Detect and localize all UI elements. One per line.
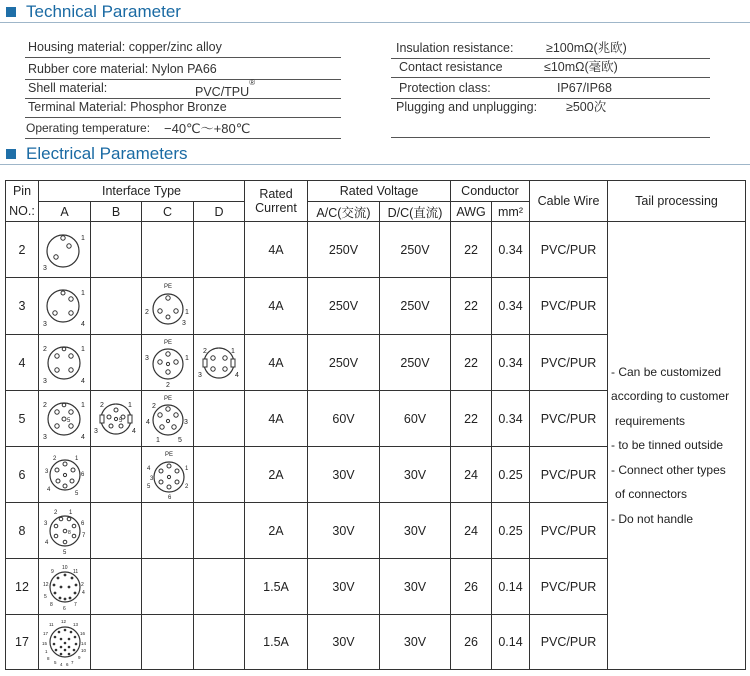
pin-count: 6 bbox=[6, 447, 39, 503]
voltage-dc: 30V bbox=[380, 447, 451, 503]
header-type-d: D bbox=[194, 202, 245, 222]
awg: 24 bbox=[451, 447, 492, 503]
pin-label: 4 bbox=[235, 371, 239, 379]
connector-c-empty bbox=[142, 559, 194, 615]
pin-label: 6 bbox=[65, 662, 69, 667]
electrical-parameters-title: Electrical Parameters bbox=[26, 144, 188, 163]
tech-row bbox=[25, 60, 341, 80]
connector-6pin-pe-c-icon bbox=[144, 450, 192, 500]
tech-row bbox=[25, 38, 341, 58]
mm2: 0.14 bbox=[492, 559, 530, 615]
connector-d-empty bbox=[194, 278, 245, 335]
pin-count: 2 bbox=[6, 222, 39, 278]
pin-label: 11 bbox=[72, 568, 78, 575]
pin-label: 5 bbox=[74, 490, 78, 497]
pin-label: 15 bbox=[41, 641, 47, 646]
connector-c-empty bbox=[142, 503, 194, 559]
header-type-a: A bbox=[39, 202, 91, 222]
tech-value: ≥100mΩ(兆欧) bbox=[546, 41, 627, 55]
tech-row bbox=[391, 98, 710, 117]
rated-current: 2A bbox=[245, 447, 308, 503]
electrical-parameters-heading bbox=[6, 144, 188, 164]
header-rated-voltage: Rated Voltage bbox=[308, 181, 451, 202]
header-conductor: Conductor bbox=[451, 181, 530, 202]
tech-label: Shell material: bbox=[28, 81, 108, 95]
connector-b-empty bbox=[91, 615, 142, 670]
pin-label: 3 bbox=[181, 320, 186, 327]
pin-label: 8 bbox=[67, 529, 71, 536]
awg: 22 bbox=[451, 222, 492, 278]
header-pin-no: NO.: bbox=[6, 202, 39, 222]
cable-wire: PVC/PUR bbox=[530, 278, 608, 335]
header-tail-processing: Tail processing bbox=[608, 181, 746, 222]
connector-d-empty bbox=[194, 447, 245, 503]
pin-label: 2 bbox=[100, 401, 104, 409]
pin-label: 1 bbox=[155, 436, 160, 444]
pin-label: 3 bbox=[42, 321, 47, 328]
awg: 24 bbox=[451, 503, 492, 559]
header-type-c: C bbox=[142, 202, 194, 222]
pin-label: 8 bbox=[46, 656, 50, 661]
connector-d-empty bbox=[194, 222, 245, 278]
pin-label: 7 bbox=[73, 601, 77, 608]
connector-b-empty bbox=[91, 335, 142, 391]
pin-label: 2 bbox=[42, 401, 47, 409]
awg: 26 bbox=[451, 559, 492, 615]
pin-label: 1 bbox=[80, 290, 85, 297]
awg: 26 bbox=[451, 615, 492, 670]
cable-wire: PVC/PUR bbox=[530, 335, 608, 391]
rated-current: 2A bbox=[245, 503, 308, 559]
pin-label: 3 bbox=[144, 354, 149, 362]
tech-row bbox=[25, 79, 341, 99]
pin-label: 7 bbox=[70, 660, 74, 665]
pin-label: 5 bbox=[66, 417, 70, 424]
pin-label: 1 bbox=[184, 309, 189, 316]
connector-12pin-a-icon bbox=[41, 562, 89, 612]
connector-d-empty bbox=[194, 615, 245, 670]
pin-label: 1 bbox=[44, 649, 48, 654]
voltage-ac: 30V bbox=[308, 615, 380, 670]
pin-label: 4 bbox=[80, 377, 85, 385]
tech-label: Rubber core material: Nylon PA66 bbox=[28, 62, 217, 76]
header-type-b: B bbox=[91, 202, 142, 222]
header-dc: D/C(直流) bbox=[380, 202, 451, 222]
pin-count: 17 bbox=[6, 615, 39, 670]
connector-5pin-pe-c-icon bbox=[144, 394, 192, 444]
rated-current: 1.5A bbox=[245, 615, 308, 670]
voltage-ac: 250V bbox=[308, 222, 380, 278]
connector-6pin-a-icon bbox=[41, 451, 89, 499]
pin-label: 6 bbox=[80, 471, 84, 478]
cable-wire: PVC/PUR bbox=[530, 559, 608, 615]
pin-label: 1 bbox=[128, 401, 132, 409]
pin-label: 3 bbox=[94, 427, 98, 435]
rated-current: 1.5A bbox=[245, 559, 308, 615]
mm2: 0.34 bbox=[492, 335, 530, 391]
voltage-ac: 30V bbox=[308, 503, 380, 559]
connector-d-empty bbox=[194, 391, 245, 447]
cable-wire: PVC/PUR bbox=[530, 222, 608, 278]
section-bullet-icon bbox=[6, 149, 16, 159]
header-mm2: mm² bbox=[492, 202, 530, 222]
pin-label: 9 bbox=[50, 568, 54, 575]
tech-label: Housing material: copper/zinc alloy bbox=[28, 40, 222, 54]
header-pin: Pin bbox=[6, 181, 39, 202]
mm2: 0.25 bbox=[492, 447, 530, 503]
voltage-dc: 250V bbox=[380, 278, 451, 335]
pin-label: 16 bbox=[79, 631, 85, 636]
pin-label: 1 bbox=[80, 234, 85, 242]
pin-label: 3 bbox=[43, 520, 47, 527]
pin-label: 4 bbox=[132, 427, 136, 435]
pin-label: 2 bbox=[165, 381, 170, 388]
pin-label: 1 bbox=[184, 465, 188, 472]
tail-processing-notes bbox=[608, 222, 746, 670]
pin-label: 3 bbox=[149, 475, 153, 482]
header-ac: A/C(交流) bbox=[308, 202, 380, 222]
pin-label: 2 bbox=[144, 309, 149, 316]
connector-5pin-a-icon bbox=[41, 395, 89, 443]
section-bullet-icon bbox=[6, 7, 16, 17]
tech-row bbox=[391, 39, 710, 59]
pin-label: 3 bbox=[198, 371, 202, 379]
connector-d-empty bbox=[194, 503, 245, 559]
awg: 22 bbox=[451, 391, 492, 447]
pin-label: 7 bbox=[81, 532, 85, 539]
voltage-ac: 30V bbox=[308, 447, 380, 503]
tech-label: Plugging and unplugging: bbox=[396, 100, 538, 114]
rated-current: 4A bbox=[245, 391, 308, 447]
pin-label: 5 bbox=[43, 593, 47, 600]
mm2: 0.25 bbox=[492, 503, 530, 559]
connector-4pin-pe-c-icon bbox=[144, 338, 192, 388]
voltage-dc: 30V bbox=[380, 615, 451, 670]
pin-count: 4 bbox=[6, 335, 39, 391]
tail-line: - Do not handle bbox=[611, 511, 694, 526]
awg: 22 bbox=[451, 278, 492, 335]
table-header-row bbox=[6, 181, 746, 202]
mm2: 0.14 bbox=[492, 615, 530, 670]
pin-label: 6 bbox=[62, 605, 66, 612]
connector-17pin-a-icon bbox=[41, 617, 89, 667]
pin-label: 1 bbox=[74, 455, 78, 462]
pin-label: 4 bbox=[81, 589, 85, 596]
connector-c bbox=[142, 391, 194, 447]
pin-label: 6 bbox=[167, 494, 171, 500]
pin-label: 12 bbox=[42, 581, 49, 588]
pin-label: 3 bbox=[44, 468, 48, 475]
pin-label: 5 bbox=[119, 417, 123, 424]
connector-a bbox=[39, 615, 91, 670]
pin-label: 8 bbox=[49, 601, 53, 608]
voltage-dc: 60V bbox=[380, 391, 451, 447]
tech-label: Contact resistance bbox=[399, 60, 503, 74]
pin-label: 1 bbox=[68, 509, 72, 516]
tech-label: Terminal Material: Phosphor Bronze bbox=[28, 100, 227, 114]
pin-label: 1 bbox=[184, 354, 189, 362]
pin-label: 5 bbox=[146, 483, 150, 490]
connector-c bbox=[142, 278, 194, 335]
pin-label: 10 bbox=[80, 648, 86, 653]
connector-b-empty bbox=[91, 559, 142, 615]
tech-rule bbox=[391, 137, 710, 138]
header-cable-wire: Cable Wire bbox=[530, 181, 608, 222]
table-row bbox=[6, 222, 746, 278]
connector-c-empty bbox=[142, 615, 194, 670]
pin-label: 2 bbox=[184, 483, 188, 490]
tail-line: - Can be customized bbox=[611, 364, 722, 379]
tail-line: of connectors bbox=[615, 487, 688, 502]
connector-c-empty bbox=[142, 222, 194, 278]
tech-row bbox=[391, 58, 710, 78]
pin-label: 12 bbox=[60, 619, 66, 624]
pin-label: 5 bbox=[62, 549, 66, 556]
tech-label: Insulation resistance: bbox=[396, 41, 514, 55]
pin-label: 2 bbox=[80, 581, 84, 588]
pe-label: PE bbox=[164, 451, 173, 458]
connector-4pin-d-icon bbox=[195, 339, 243, 387]
pe-label: PE bbox=[163, 284, 172, 290]
title-rule bbox=[0, 22, 750, 23]
pin-label: 4 bbox=[80, 321, 85, 328]
connector-b-empty bbox=[91, 278, 142, 335]
tech-label: Protection class: bbox=[399, 81, 491, 95]
pin-label: 9 bbox=[77, 655, 81, 660]
header-awg: AWG bbox=[451, 202, 492, 222]
header-interface-type: Interface Type bbox=[39, 181, 245, 202]
connector-b bbox=[91, 391, 142, 447]
connector-a bbox=[39, 503, 91, 559]
connector-a bbox=[39, 447, 91, 503]
pin-label: 14 bbox=[80, 641, 86, 646]
pin-label: 13 bbox=[72, 622, 78, 627]
tech-value: ≥500次 bbox=[566, 100, 607, 114]
cable-wire: PVC/PUR bbox=[530, 503, 608, 559]
rated-current: 4A bbox=[245, 222, 308, 278]
connector-c bbox=[142, 335, 194, 391]
pin-label: 11 bbox=[48, 622, 54, 627]
connector-b-empty bbox=[91, 447, 142, 503]
pin-label: 2 bbox=[53, 509, 57, 516]
connector-d bbox=[194, 335, 245, 391]
pin-label: 4 bbox=[59, 662, 63, 667]
pin-label: 1 bbox=[80, 345, 85, 353]
pin-label: 10 bbox=[61, 564, 68, 571]
connector-d-empty bbox=[194, 559, 245, 615]
tech-value: PVC/TPU® bbox=[195, 78, 256, 100]
cable-wire: PVC/PUR bbox=[530, 615, 608, 670]
pin-label: 3 bbox=[42, 264, 47, 272]
pin-label: 4 bbox=[145, 418, 150, 426]
tail-line: - to be tinned outside bbox=[611, 438, 724, 453]
tech-label: Operating temperature: bbox=[26, 121, 151, 135]
electrical-parameters-table bbox=[5, 180, 746, 670]
cable-wire: PVC/PUR bbox=[530, 447, 608, 503]
tech-row bbox=[25, 119, 341, 139]
connector-a bbox=[39, 278, 91, 335]
pin-count: 5 bbox=[6, 391, 39, 447]
voltage-dc: 30V bbox=[380, 559, 451, 615]
mm2: 0.34 bbox=[492, 391, 530, 447]
technical-parameter-heading bbox=[6, 2, 181, 22]
title-rule bbox=[0, 164, 750, 165]
pin-label: 3 bbox=[42, 377, 47, 385]
voltage-dc: 30V bbox=[380, 503, 451, 559]
pin-label: 2 bbox=[203, 347, 207, 355]
tech-value: ≤10mΩ(毫欧) bbox=[544, 60, 618, 74]
pin-label: 4 bbox=[80, 433, 85, 441]
pin-label: 5 bbox=[53, 660, 57, 665]
tech-row bbox=[391, 79, 710, 99]
pin-label: 1 bbox=[80, 401, 85, 409]
connector-a bbox=[39, 391, 91, 447]
pin-label: 1 bbox=[231, 347, 235, 355]
tail-line: according to customer bbox=[611, 389, 730, 404]
pin-label: 2 bbox=[52, 455, 56, 462]
rated-current: 4A bbox=[245, 278, 308, 335]
pin-count: 8 bbox=[6, 503, 39, 559]
pin-label: 4 bbox=[146, 465, 150, 472]
pin-count: 12 bbox=[6, 559, 39, 615]
tech-row bbox=[25, 98, 341, 118]
connector-5pin-b-icon bbox=[92, 395, 140, 443]
rated-current: 4A bbox=[245, 335, 308, 391]
connector-4pin-a-icon bbox=[41, 339, 89, 387]
pin-label: 4 bbox=[44, 539, 48, 546]
pin-label: 6 bbox=[80, 520, 84, 527]
voltage-ac: 250V bbox=[308, 278, 380, 335]
connector-c bbox=[142, 447, 194, 503]
connector-b-empty bbox=[91, 503, 142, 559]
awg: 22 bbox=[451, 335, 492, 391]
connector-2pin-a-icon bbox=[41, 226, 89, 274]
connector-3pin-a-icon bbox=[41, 282, 89, 330]
pin-label: 3 bbox=[183, 418, 188, 426]
connector-a bbox=[39, 559, 91, 615]
pin-label: 3 bbox=[42, 433, 47, 441]
pin-label: 4 bbox=[46, 486, 50, 493]
voltage-ac: 250V bbox=[308, 335, 380, 391]
tech-value: −40℃～+80℃ bbox=[164, 121, 251, 136]
connector-a bbox=[39, 335, 91, 391]
connector-a bbox=[39, 222, 91, 278]
pin-label: 5 bbox=[177, 436, 182, 444]
tech-value: IP67/IP68 bbox=[557, 81, 612, 95]
voltage-ac: 60V bbox=[308, 391, 380, 447]
voltage-dc: 250V bbox=[380, 335, 451, 391]
tail-line: requirements bbox=[615, 413, 686, 428]
connector-3pin-pe-c-icon bbox=[144, 281, 192, 331]
mm2: 0.34 bbox=[492, 278, 530, 335]
pin-count: 3 bbox=[6, 278, 39, 335]
technical-parameter-title: Technical Parameter bbox=[26, 2, 181, 21]
pe-label: PE bbox=[163, 395, 172, 402]
mm2: 0.34 bbox=[492, 222, 530, 278]
connector-8pin-a-icon bbox=[41, 506, 89, 556]
voltage-ac: 30V bbox=[308, 559, 380, 615]
voltage-dc: 250V bbox=[380, 222, 451, 278]
cable-wire: PVC/PUR bbox=[530, 391, 608, 447]
pin-label: 2 bbox=[151, 402, 156, 410]
pe-label: PE bbox=[163, 339, 172, 346]
connector-b-empty bbox=[91, 222, 142, 278]
pin-label: 2 bbox=[42, 345, 47, 353]
pin-label: 17 bbox=[42, 631, 48, 636]
header-rated-current: Rated Current bbox=[245, 181, 308, 222]
tail-line: - Connect other types bbox=[611, 462, 726, 477]
